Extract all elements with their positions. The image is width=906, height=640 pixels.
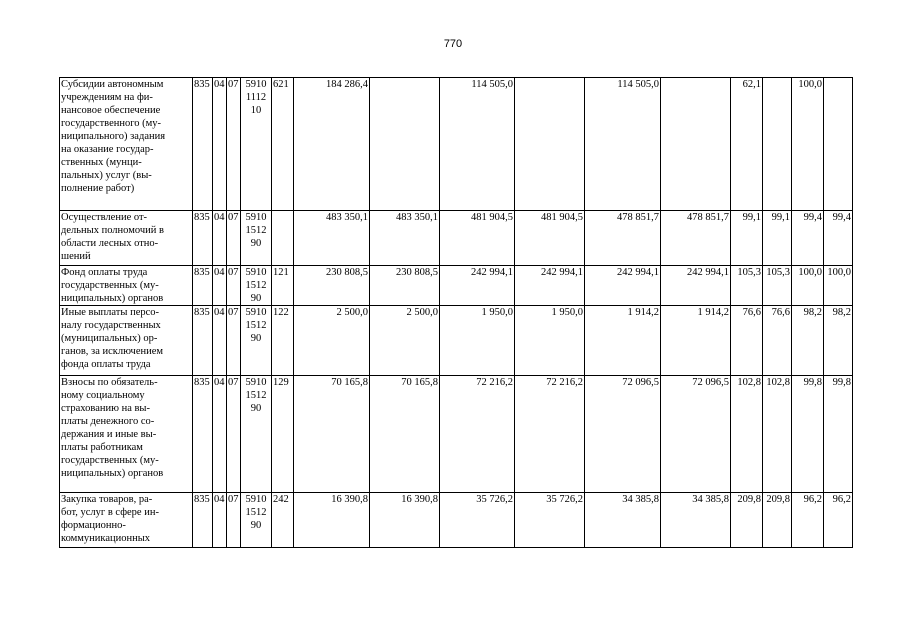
value-cell-1: 230 808,5 (294, 266, 370, 306)
table-row (60, 376, 853, 493)
section-code-cell: 04 (213, 78, 227, 211)
value-cell-4: 72 216,2 (515, 376, 585, 493)
row-name-line: ниципального) задания (61, 131, 166, 142)
section-code-cell: 04 (213, 266, 227, 306)
target-article-cell: 5910 1512 90 (241, 376, 272, 493)
percent-cell-1: 76,6 (731, 306, 763, 376)
row-name-cell (60, 211, 193, 266)
value-cell-1: 70 165,8 (294, 376, 370, 493)
row-name-line: ному социальному (61, 390, 145, 401)
value-cell-4: 35 726,2 (515, 493, 585, 548)
row-name-line: государственных (му- (61, 280, 159, 291)
grbs-code-cell: 835 (193, 211, 213, 266)
row-name-line: держания и иные вы- (61, 429, 157, 440)
table-row (60, 266, 853, 306)
row-name-line: на оказание государ- (61, 144, 154, 155)
budget-table (59, 77, 853, 548)
percent-cell-3: 100,0 (792, 78, 824, 211)
expense-type-cell (272, 211, 294, 266)
percent-cell-2: 102,8 (763, 376, 792, 493)
row-name-line: дельных полномочий в (61, 225, 164, 236)
percent-cell-3: 99,4 (792, 211, 824, 266)
row-name-cell (60, 493, 193, 548)
value-cell-3: 1 950,0 (440, 306, 515, 376)
subsection-code-cell: 07 (227, 78, 241, 211)
value-cell-3: 481 904,5 (440, 211, 515, 266)
value-cell-6: 1 914,2 (661, 306, 731, 376)
row-name-line: Взносы по обязатель- (61, 377, 158, 388)
subsection-code-cell: 07 (227, 266, 241, 306)
percent-cell-1: 102,8 (731, 376, 763, 493)
value-cell-4 (515, 78, 585, 211)
target-article-cell: 5910 1512 90 (241, 306, 272, 376)
section-code-cell: 04 (213, 211, 227, 266)
row-name-line: бот, услуг в сфере ин- (61, 507, 159, 518)
value-cell-4: 481 904,5 (515, 211, 585, 266)
table-row (60, 211, 853, 266)
grbs-code-cell: 835 (193, 306, 213, 376)
row-name-line: учреждениям на фи- (61, 92, 153, 103)
value-cell-6: 72 096,5 (661, 376, 731, 493)
row-name-line: платы работникам (61, 442, 143, 453)
target-article-cell: 5910 1512 90 (241, 266, 272, 306)
percent-cell-4: 98,2 (824, 306, 853, 376)
value-cell-1: 16 390,8 (294, 493, 370, 548)
value-cell-5: 34 385,8 (585, 493, 661, 548)
expense-type-cell: 122 (272, 306, 294, 376)
table-body (60, 78, 853, 548)
row-name-line: нансовое обеспечение (61, 105, 161, 116)
target-article-cell: 5910 1512 90 (241, 211, 272, 266)
row-name-line: налу государственных (61, 320, 161, 331)
value-cell-5: 242 994,1 (585, 266, 661, 306)
row-name-line: Осуществление от- (61, 212, 148, 223)
percent-cell-4: 99,8 (824, 376, 853, 493)
subsection-code-cell: 07 (227, 211, 241, 266)
percent-cell-2: 76,6 (763, 306, 792, 376)
table-row (60, 78, 853, 211)
value-cell-3: 114 505,0 (440, 78, 515, 211)
percent-cell-4: 99,4 (824, 211, 853, 266)
row-name-line: Иные выплаты персо- (61, 307, 160, 318)
percent-cell-4: 96,2 (824, 493, 853, 548)
row-name-cell (60, 266, 193, 306)
row-name-line: пальных) услуг (вы- (61, 170, 152, 181)
row-name-line: государственного (му- (61, 118, 162, 129)
row-name-line: области лесных отно- (61, 238, 159, 249)
row-name-cell (60, 78, 193, 211)
percent-cell-3: 96,2 (792, 493, 824, 548)
row-name-line: шений (61, 251, 91, 262)
value-cell-2: 2 500,0 (370, 306, 440, 376)
row-name-line: Субсидии автономным (61, 79, 164, 90)
grbs-code-cell: 835 (193, 78, 213, 211)
section-code-cell: 04 (213, 376, 227, 493)
target-article-cell: 5910 1512 90 (241, 493, 272, 548)
row-name-line: платы денежного со- (61, 416, 155, 427)
value-cell-5: 72 096,5 (585, 376, 661, 493)
value-cell-2: 70 165,8 (370, 376, 440, 493)
section-code-cell: 04 (213, 493, 227, 548)
percent-cell-2: 209,8 (763, 493, 792, 548)
value-cell-2: 230 808,5 (370, 266, 440, 306)
value-cell-2: 16 390,8 (370, 493, 440, 548)
target-article-cell: 5910 1112 10 (241, 78, 272, 211)
percent-cell-2: 105,3 (763, 266, 792, 306)
subsection-code-cell: 07 (227, 306, 241, 376)
row-name-line: страхованию на вы- (61, 403, 150, 414)
row-name-line: Фонд оплаты труда (61, 267, 148, 278)
value-cell-5: 478 851,7 (585, 211, 661, 266)
row-name-line: государственных (му- (61, 455, 159, 466)
grbs-code-cell: 835 (193, 493, 213, 548)
percent-cell-3: 99,8 (792, 376, 824, 493)
value-cell-6: 242 994,1 (661, 266, 731, 306)
percent-cell-2 (763, 78, 792, 211)
row-name-cell (60, 306, 193, 376)
value-cell-5: 1 914,2 (585, 306, 661, 376)
table-row (60, 306, 853, 376)
value-cell-1: 483 350,1 (294, 211, 370, 266)
table-row (60, 493, 853, 548)
percent-cell-1: 62,1 (731, 78, 763, 211)
value-cell-6: 34 385,8 (661, 493, 731, 548)
grbs-code-cell: 835 (193, 266, 213, 306)
row-name-line: полнение работ) (61, 183, 135, 194)
value-cell-2 (370, 78, 440, 211)
expense-type-cell: 121 (272, 266, 294, 306)
value-cell-5: 114 505,0 (585, 78, 661, 211)
value-cell-3: 242 994,1 (440, 266, 515, 306)
expense-type-cell: 129 (272, 376, 294, 493)
section-code-cell: 04 (213, 306, 227, 376)
percent-cell-1: 105,3 (731, 266, 763, 306)
value-cell-6 (661, 78, 731, 211)
page-number: 770 (443, 38, 463, 50)
row-name-line: коммуникационных (61, 533, 151, 544)
row-name-line: ственных (мунци- (61, 157, 142, 168)
value-cell-3: 35 726,2 (440, 493, 515, 548)
grbs-code-cell: 835 (193, 376, 213, 493)
row-name-line: ганов, за исключением (61, 346, 164, 357)
percent-cell-2: 99,1 (763, 211, 792, 266)
row-name-line: ниципальных) органов (61, 468, 164, 479)
percent-cell-3: 98,2 (792, 306, 824, 376)
value-cell-3: 72 216,2 (440, 376, 515, 493)
value-cell-4: 1 950,0 (515, 306, 585, 376)
value-cell-2: 483 350,1 (370, 211, 440, 266)
row-name-line: (муниципальных) ор- (61, 333, 158, 344)
row-name-line: фонда оплаты труда (61, 359, 151, 370)
percent-cell-1: 99,1 (731, 211, 763, 266)
row-name-line: ниципальных) органов (61, 293, 164, 304)
subsection-code-cell: 07 (227, 493, 241, 548)
value-cell-1: 2 500,0 (294, 306, 370, 376)
expense-type-cell: 242 (272, 493, 294, 548)
subsection-code-cell: 07 (227, 376, 241, 493)
value-cell-4: 242 994,1 (515, 266, 585, 306)
row-name-cell (60, 376, 193, 493)
expense-type-cell: 621 (272, 78, 294, 211)
percent-cell-1: 209,8 (731, 493, 763, 548)
row-name-line: Закупка товаров, ра- (61, 494, 153, 505)
percent-cell-3: 100,0 (792, 266, 824, 306)
value-cell-1: 184 286,4 (294, 78, 370, 211)
percent-cell-4: 100,0 (824, 266, 853, 306)
value-cell-6: 478 851,7 (661, 211, 731, 266)
percent-cell-4 (824, 78, 853, 211)
row-name-line: формационно- (61, 520, 126, 531)
